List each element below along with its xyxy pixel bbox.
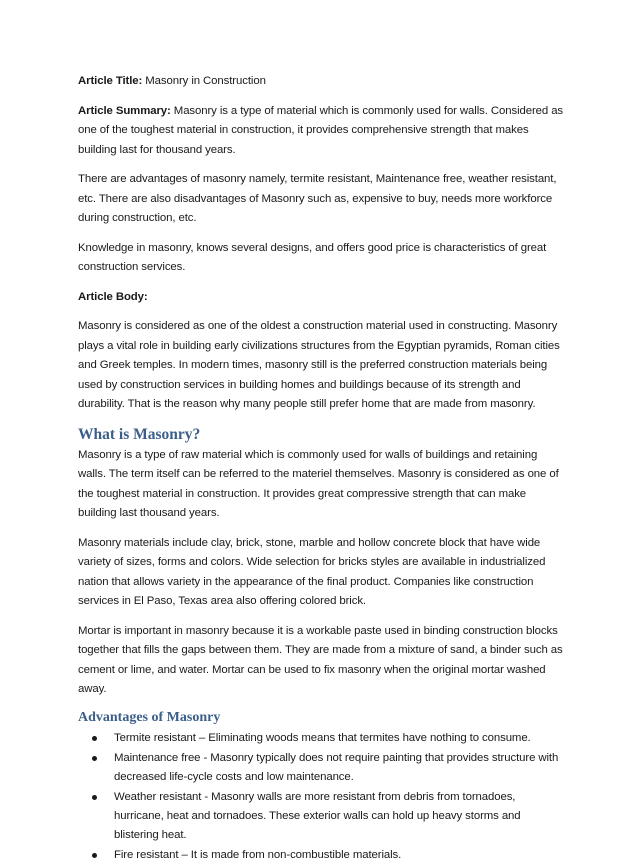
advantages-list [78,729,566,865]
article-title-value: Masonry in Construction [142,75,266,87]
summary-paragraph-3: Knowledge in masonry, knows several designs, and offers good price is characteristics of great construction services. [78,241,547,273]
bullet-icon [92,736,97,741]
section1-paragraph-2: Masonry materials include clay, brick, stone, marble and hollow concrete block that have wide variety of sizes, forms and colors. Wide selection for bricks styles are available in industrialized nation that allows variety in the appearance of the final product. Companies like construction services in El Paso, Texas area also offering colored brick. [78,536,546,607]
section-heading-advantages: Advantages of Masonry [78,709,221,725]
list-item-text: Weather resistant - Masonry walls are more resistant from debris from tornadoes, hurricane, heat and tornadoes. These exterior walls can hold up heavy storms and blistering heat. [114,790,521,841]
article-title-label: Article Title: [78,75,143,87]
body-paragraph-1: Masonry is considered as one of the oldest a construction material used in constructing. Masonry plays a vital role in building early civilizations structures from the Egyptian pyramids, Roman cities and Greek temples. In modern times, masonry still is the preferred construction materials being used by construction services in building homes and buildings because of its strength and durability. That is the reason why many people still prefer home that are made from masonry. [78,320,560,410]
list-item-text: Termite resistant – Eliminating woods means that termites have nothing to consume. [114,731,531,744]
list-item-text: Maintenance free - Masonry typically does not require painting that provides structure with decreased life-cycle costs and low maintenance. [114,751,559,783]
article-summary-text: Masonry is a type of material which is commonly used for walls. Considered as one of the toughest material in construction, it provides comprehensive strength that makes building last for thousand years. [78,104,564,156]
section-heading-what-is-masonry: What is Masonry? [78,425,201,443]
list-item [90,749,566,787]
summary-paragraph-2: There are advantages of masonry namely, termite resistant, Maintenance free, weather resistant, etc. There are also disadvantages of Masonry such as, expensive to buy, needs more workforce during construction, etc. [78,173,557,224]
article-summary-paragraph [78,102,566,161]
bullet-icon [92,853,97,858]
article-body-label: Article Body: [78,290,148,303]
bullet-icon [92,795,97,800]
article-summary-label: Article Summary: [78,104,171,117]
list-item [90,788,566,845]
article-body-label-line [78,288,566,308]
article-title-line [78,72,566,92]
section1-paragraph-1: Masonry is a type of raw material which is commonly used for walls of buildings and retaining walls. The term itself can be referred to the materiel themselves. Masonry is considered as one of the toughest material in construction. It provides great compressive strength that can make building last thousand years. [78,448,559,519]
section1-paragraph-3: Mortar is important in masonry because it is a workable paste used in binding construction blocks together that fills the gaps between them. They are made from a mixture of sand, a binder such as cement or lime, and water. Mortar can be used to fix masonry when the original mortar washed away. [78,624,563,695]
list-item [90,729,566,748]
list-item [90,846,566,865]
bullet-icon [92,756,97,761]
list-item-text: Fire resistant – It is made from non-combustible materials. [114,848,402,861]
